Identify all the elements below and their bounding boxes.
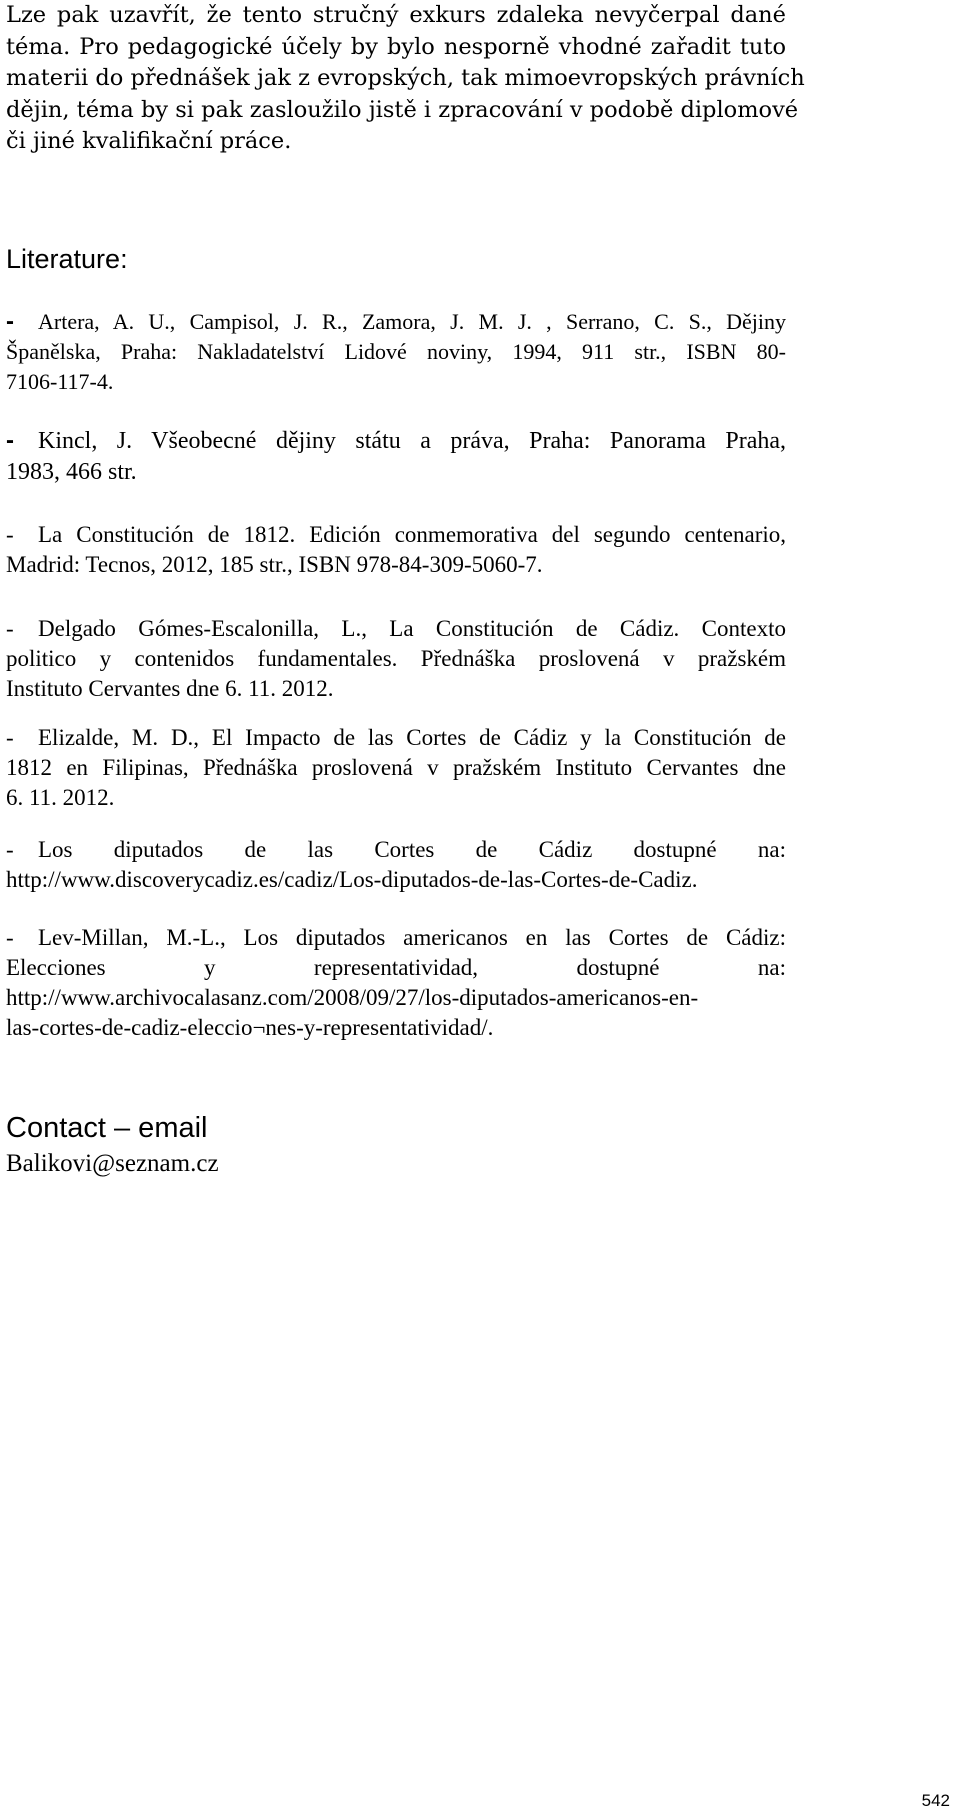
list-dash: -: [6, 837, 14, 862]
reference-text: Delgado Gómes-Escalonilla, L., La Constitución de Cádiz. Contexto: [38, 616, 786, 641]
reference-line: [6, 520, 786, 550]
reference-line: Instituto Cervantes dne 6. 11. 2012.: [6, 676, 334, 701]
list-dash: -: [6, 308, 14, 335]
reference-line: [6, 425, 786, 457]
reference-line: [6, 723, 786, 753]
reference-text: Los diputados de las Cortes de Cádiz dostupné na:: [38, 837, 786, 862]
reference-item: [6, 723, 786, 813]
reference-line: 7106-117-4.: [6, 369, 114, 394]
reference-item: [6, 923, 786, 1043]
list-dash: -: [6, 522, 14, 547]
intro-line: Lze pak uzavřít, že tento stručný exkurs zdaleka nevyčerpal dané: [6, 2, 786, 28]
list-dash: -: [6, 427, 14, 454]
reference-text: Artera, A. U., Campisol, J. R., Zamora, J. M. J. , Serrano, C. S., Dějiny: [38, 309, 786, 334]
contact-heading: Contact – email: [6, 1112, 208, 1144]
intro-line: či jiné kvalifikační práce.: [6, 128, 292, 154]
reference-line: http://www.discoverycadiz.es/cadiz/Los-diputados-de-las-Cortes-de-Cadiz.: [6, 867, 698, 892]
reference-text: La Constitución de 1812. Edición conmemorativa del segundo centenario,: [38, 522, 786, 547]
list-dash: -: [6, 725, 14, 750]
reference-item: [6, 425, 786, 488]
list-dash: -: [6, 925, 14, 950]
reference-line: 1983, 466 str.: [6, 459, 137, 485]
intro-line: dějin, téma by si pak zasloužilo jistě i zpracování v podobě diplomové: [6, 96, 799, 123]
reference-line: http://www.archivocalasanz.com/2008/09/27/los-diputados-americanos-en-: [6, 985, 699, 1010]
reference-line: [6, 835, 786, 865]
reference-line: Elecciones y representatividad, dostupné na:: [6, 955, 786, 980]
contact-email[interactable]: Balikovi@seznam.cz: [6, 1150, 219, 1177]
intro-paragraph: [6, 0, 805, 158]
reference-line: Madrid: Tecnos, 2012, 185 str., ISBN 978-84-309-5060-7.: [6, 552, 543, 577]
reference-line: politico y contenidos fundamentales. Přednáška proslovená v pražském: [6, 646, 786, 671]
reference-item: [6, 307, 786, 397]
intro-line: téma. Pro pedagogické účely by bylo nesporně vhodné zařadit tuto: [6, 33, 786, 60]
literature-heading: Literature:: [6, 244, 128, 274]
reference-line: 1812 en Filipinas, Přednáška proslovená v pražském Instituto Cervantes dne: [6, 755, 786, 780]
reference-line: [6, 923, 786, 953]
reference-item: [6, 835, 786, 895]
page-number: 542: [921, 1791, 950, 1810]
reference-text: Kincl, J. Všeobecné dějiny státu a práva, Praha: Panorama Praha,: [38, 428, 786, 454]
reference-text: Lev-Millan, M.-L., Los diputados americanos en las Cortes de Cádiz:: [38, 925, 786, 950]
reference-line: [6, 614, 786, 644]
reference-item: [6, 520, 786, 580]
list-dash: -: [6, 616, 14, 641]
intro-line: materii do přednášek jak z evropských, tak mimoevropských právních: [6, 65, 805, 91]
reference-line: 6. 11. 2012.: [6, 785, 115, 810]
reference-line: [6, 307, 786, 337]
reference-item: [6, 614, 786, 704]
reference-line: Španělska, Praha: Nakladatelství Lidové noviny, 1994, 911 str., ISBN 80-: [6, 339, 786, 364]
reference-line: las-cortes-de-cadiz-eleccio¬nes-y-representatividad/.: [6, 1015, 494, 1040]
reference-text: Elizalde, M. D., El Impacto de las Cortes de Cádiz y la Constitución de: [38, 725, 786, 750]
